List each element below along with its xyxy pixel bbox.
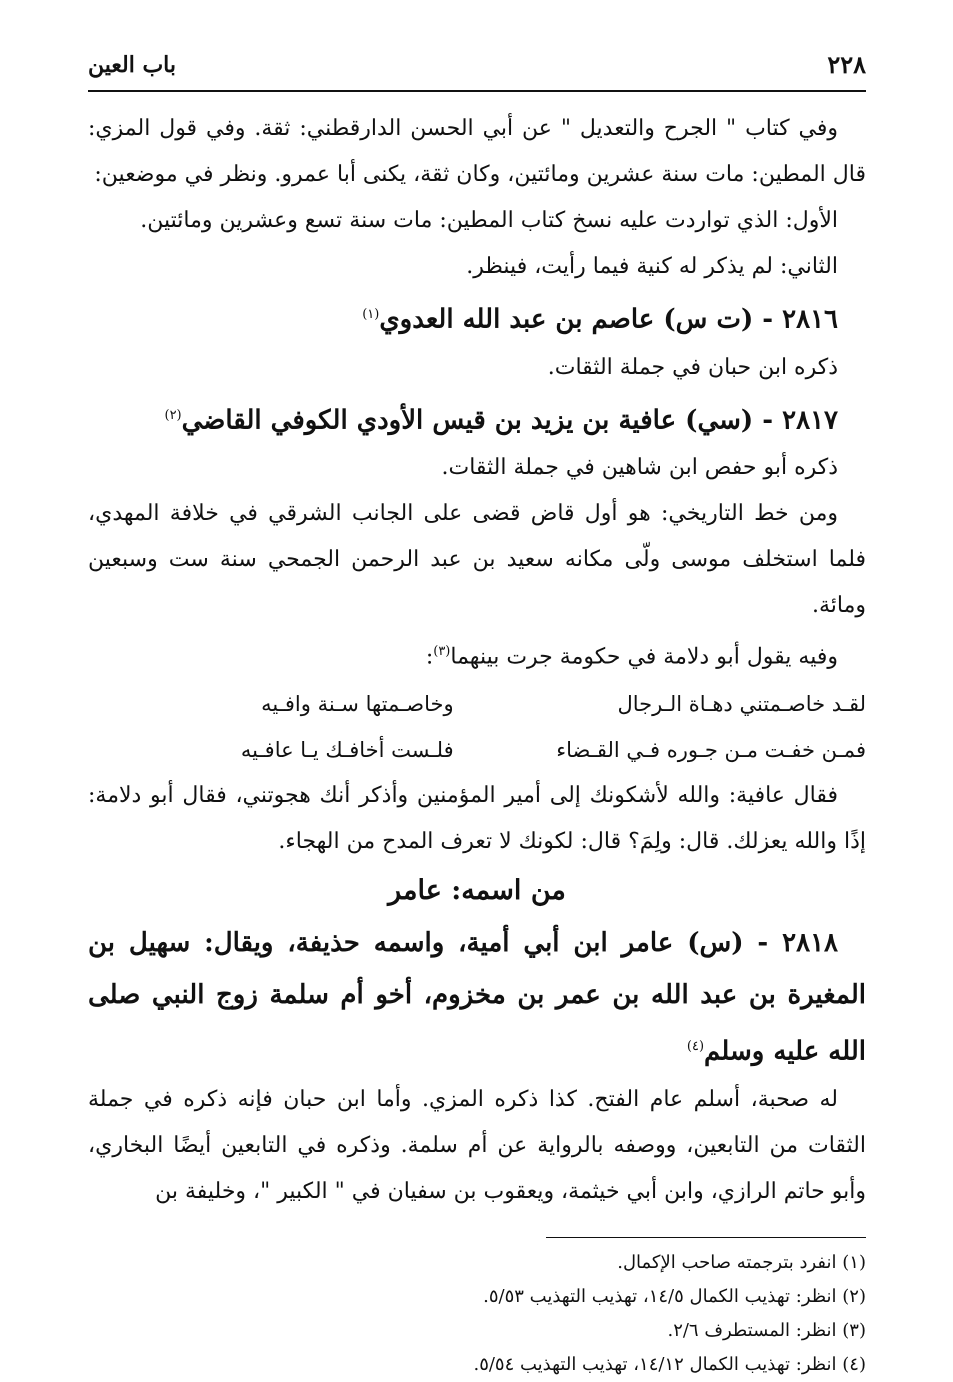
- verse-hemistich-1: لقـد خاصـمتني دهـاة الـرجال: [617, 691, 866, 716]
- footnote-marker: (٤): [686, 1038, 705, 1054]
- paragraph: ذكره أبو حفص ابن شاهين في جملة الثقات.: [441, 455, 838, 481]
- footnote: (٤) انظر: تهذيب الكمال ١٤/١٢، تهذيب التهذيب ٥/٥٤.: [473, 1354, 866, 1376]
- footnote-separator: [546, 1237, 866, 1238]
- entry-heading-2816: [88, 290, 866, 345]
- footnote-marker: (٣): [433, 644, 451, 660]
- footnote-marker: (٢): [164, 407, 182, 423]
- paragraph: فقال عافية: والله لأشكونك إلى أمير المؤمنين وأذكر أنك هجوتني، فقال أبو دلامة: إذًا والله يعزلك. قال: ولِمَ؟ قال: لكونك لا تعرف المدح من الهجاء.: [88, 782, 866, 854]
- verse-hemistich-1: فمـن خفـت مـن جـوره فـي القـضاء: [556, 737, 866, 762]
- paragraph: ذكره ابن حبان في جملة الثقات.: [547, 354, 838, 380]
- paragraph: له صحبة، أسلم عام الفتح. كذا ذكره المزي. وأما ابن حبان فإنه ذكره في جملة الثقات من التابعين، ووصفه بالرواية عن أم سلمة. وذكره في التابعين أيضًا البخاري، وأبو حاتم الرازي، وابن أبي خيثمة، ويعقوب بن سفيان في " الكبير "، وخليفة بن: [88, 1087, 866, 1205]
- poem-verse-2: [88, 727, 866, 773]
- book-page: [88, 40, 866, 1382]
- verse-hemistich-2: وخاصـمتها سـنة وافـيه: [261, 691, 454, 716]
- page-header: [88, 40, 866, 92]
- paragraph-text: وفيه يقول أبو دلامة في حكومة جرت بينهما: [450, 644, 838, 670]
- verse-hemistich-2: فلـست أخافـك يـا عافـيه: [240, 737, 454, 762]
- paragraph: [88, 629, 866, 680]
- footnote: (١) انفرد بترجمته صاحب الإكمال.: [617, 1252, 866, 1274]
- page-number: ٢٢٨: [827, 50, 866, 79]
- entry-title: ٢٨١٨ - (س) عامر ابن أبي أمية، واسمه حذيفة، ويقال: سهيل بن المغيرة بن عبد الله بن عمر بن مخزوم، أخو أم سلمة زوج النبي صلى الله عليه وسلم: [88, 927, 866, 1067]
- entry-title: ٢٨١٧ - (سي) عافية بن يزيد بن قيس الأودي الكوفي القاضي: [181, 405, 838, 436]
- running-title: باب العين: [88, 52, 177, 78]
- footnotes: [88, 1246, 866, 1382]
- paragraph: ومن خط التاريخي: هو أول قاض قضى على الجانب الشرقي في خلافة المهدي، فلما استخلف موسى ولّى مكانه سعيد بن عبد الرحمن الجمحي سنة ست وسبعين ومائة.: [88, 501, 866, 619]
- footnote: (٣) انظر: المستطرف ٢/٦.: [667, 1320, 866, 1342]
- entry-heading-2817: [88, 391, 866, 446]
- entry-heading-2818: [88, 917, 866, 1078]
- poem-verse-1: [88, 681, 866, 727]
- paragraph: الثاني: لم يذكر له كنية فيما رأيت، فينظر.: [466, 254, 838, 279]
- footnote-marker: (١): [362, 307, 380, 322]
- paragraph: الأول: الذي تواردت عليه نسخ كتاب المطين: مات سنة تسع وعشرين ومائتين.: [140, 208, 838, 233]
- section-title: من اسمه: عامر: [388, 874, 566, 906]
- footnote: (٢) انظر: تهذيب الكمال ١٤/٥، تهذيب التهذيب ٥/٥٣.: [483, 1286, 866, 1308]
- entry-title: ٢٨١٦ - (ت س) عاصم بن عبد الله العدوي: [379, 304, 838, 335]
- paragraph: وفي كتاب " الجرح والتعديل " عن أبي الحسن الدارقطني: ثقة. وفي قول المزي: قال المطين: مات سنة عشرين ومائتين، وكان ثقة، يكنى أبا عمرو. ونظر في موضعين:: [88, 116, 866, 187]
- page-body: [88, 92, 866, 1215]
- paragraph-colon: :: [425, 644, 434, 670]
